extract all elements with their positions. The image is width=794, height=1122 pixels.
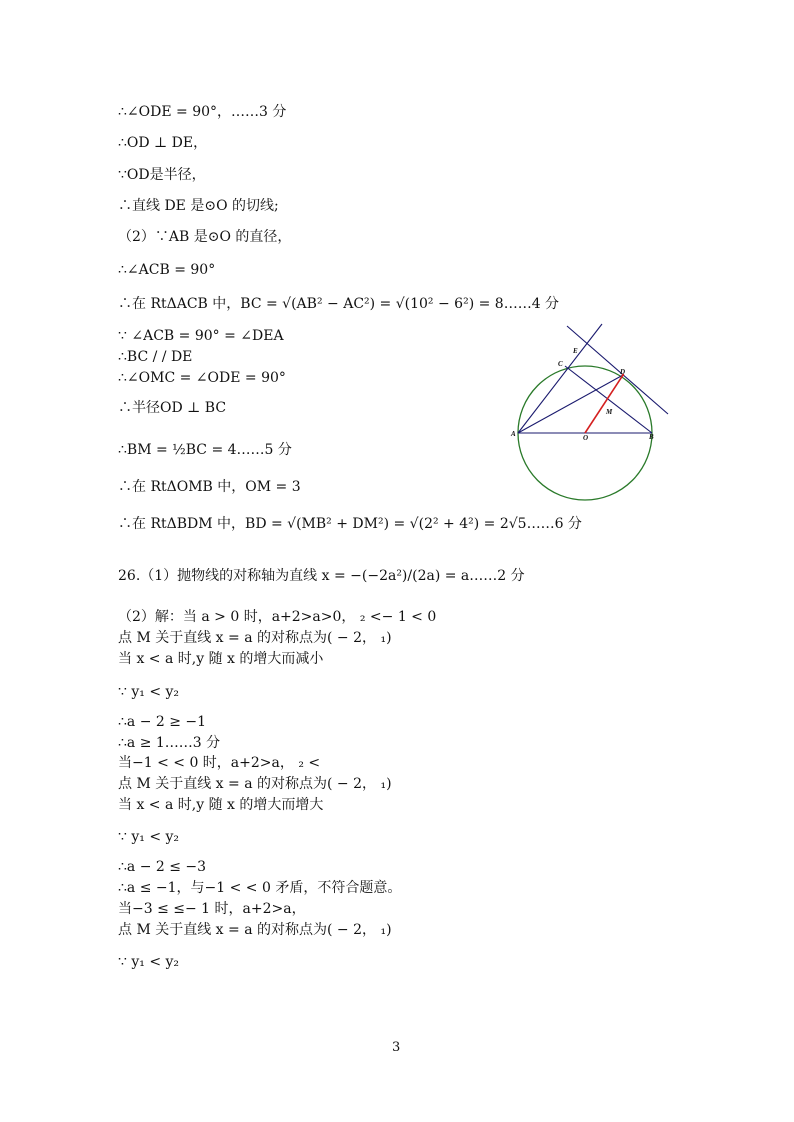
text-line-21: ∴a ≥ 1……3 分: [118, 735, 221, 751]
text-line-24: 当 x < a 时,y 随 x 的增大而增大: [118, 797, 324, 813]
line-ae: [518, 324, 602, 433]
text-line-7: ∴在 RtΔACB 中，BC = √(AB² − AC²) = √(10² − 6²) = 8……4 分: [118, 296, 560, 312]
text-line-22: 当−1 < < 0 时，a+2>a， ₂ <: [118, 755, 321, 771]
label-c: C: [558, 360, 563, 368]
text-line-5: （2）∵AB 是⊙O 的直径，: [118, 229, 292, 245]
text-line-2: ∴OD ⊥ DE，: [118, 135, 208, 151]
text-line-6: ∴∠ACB = 90°: [118, 262, 216, 278]
text-line-28: 当−3 ≤ ≤− 1 时，a+2>a，: [118, 901, 306, 917]
text-line-23: 点 M 关于直线 x = a 的对称点为( − 2， ₁): [118, 776, 392, 792]
radius-od: [585, 375, 623, 433]
text-line-18: 当 x < a 时,y 随 x 的增大而减小: [118, 651, 324, 667]
text-line-8: ∵ ∠ACB = 90° = ∠DEA: [118, 328, 284, 344]
text-line-1: ∴∠ODE = 90°，……3 分: [118, 104, 287, 120]
line-ad: [518, 375, 623, 433]
text-line-27: ∴a ≤ −1，与−1 < < 0 矛盾，不符合题意。: [118, 880, 402, 896]
text-line-26: ∴a − 2 ≤ −3: [118, 859, 207, 875]
label-d: D: [620, 368, 626, 376]
text-line-13: ∴在 RtΔOMB 中，OM = 3: [118, 479, 301, 495]
text-line-11: ∴半径OD ⊥ BC: [118, 400, 227, 416]
text-line-30: ∵ y₁ < y₂: [118, 954, 180, 970]
text-line-29: 点 M 关于直线 x = a 的对称点为( − 2， ₁): [118, 922, 392, 938]
label-b: B: [649, 433, 654, 441]
text-line-9: ∴BC / / DE: [118, 349, 193, 365]
text-line-16: （2）解：当 a > 0 时，a+2>a>0， ₂ <− 1 < 0: [118, 609, 437, 625]
page-number: 3: [392, 1040, 401, 1055]
text-line-20: ∴a − 2 ≥ −1: [118, 714, 207, 730]
text-line-3: ∵OD是半径，: [118, 167, 206, 183]
tangent-line-de: [567, 326, 668, 414]
label-m: M: [606, 408, 613, 416]
text-line-14: ∴在 RtΔBDM 中，BD = √(MB² + DM²) = √(2² + 4²) = 2√5……6 分: [118, 516, 582, 532]
text-line-10: ∴∠OMC = ∠ODE = 90°: [118, 370, 286, 386]
label-e: E: [573, 347, 578, 355]
text-line-25: ∵ y₁ < y₂: [118, 829, 180, 845]
label-o: O: [583, 434, 589, 442]
label-a: A: [511, 430, 516, 438]
text-line-17: 点 M 关于直线 x = a 的对称点为( − 2， ₁): [118, 630, 392, 646]
text-line-4: ∴直线 DE 是⊙O 的切线;: [118, 198, 279, 214]
text-line-19: ∵ y₁ < y₂: [118, 684, 180, 700]
text-line-15: 26.（1）抛物线的对称轴为直线 x = −(−2a²)/(2a) = a……2 分: [118, 568, 525, 584]
text-line-12: ∴BM = ½BC = 4……5 分: [118, 442, 292, 458]
geometry-diagram: [505, 318, 675, 503]
